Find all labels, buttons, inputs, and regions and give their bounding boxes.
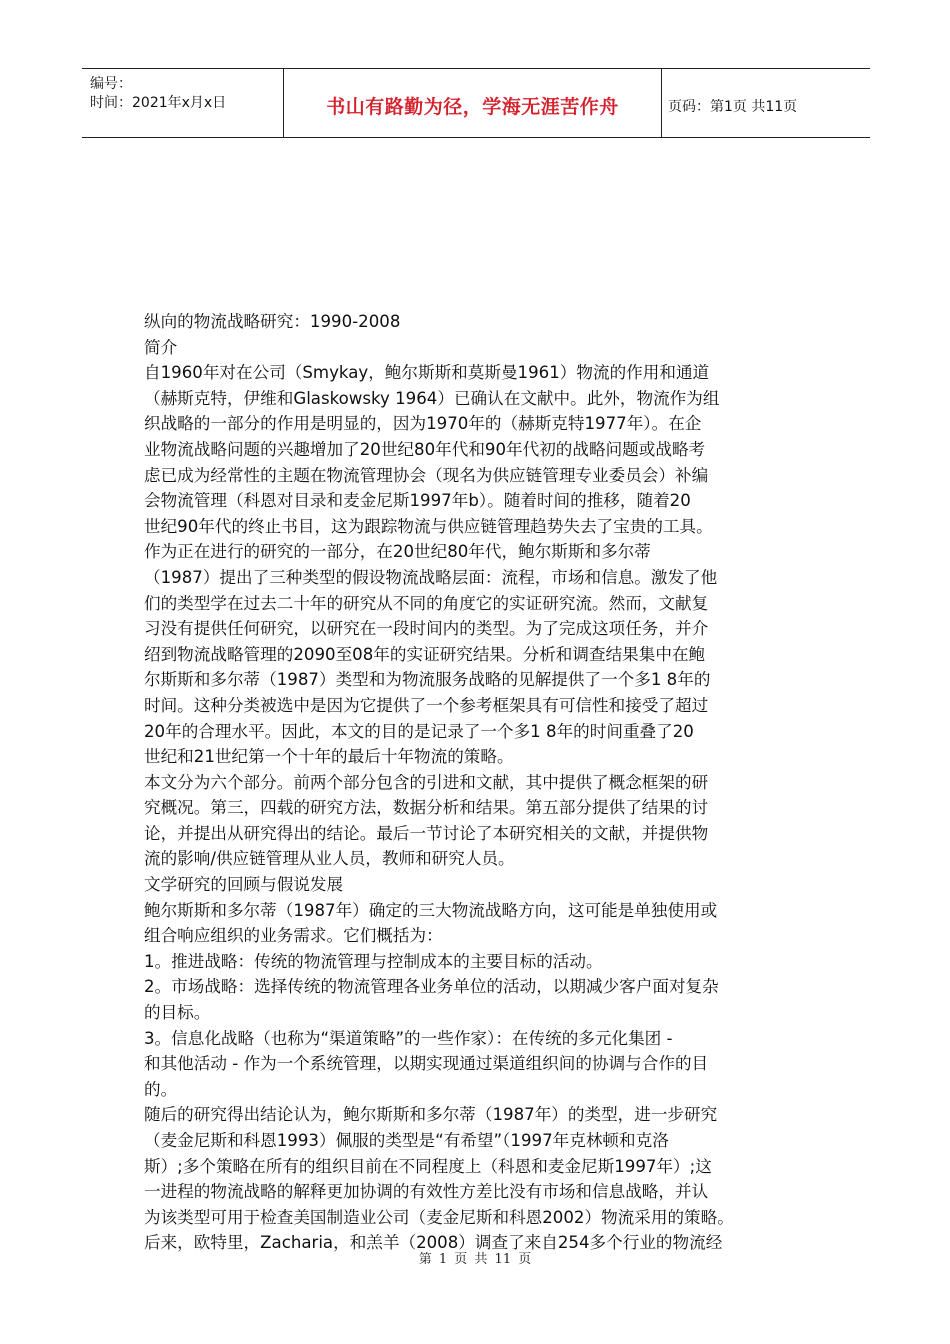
paragraph-line: 们的类型学在过去二十年的研究从不同的角度它的实证研究流。然而，文献复: [144, 593, 709, 613]
header-meta-cell: [82, 69, 284, 137]
paragraph-line: 世纪和21世纪第一个十年的最后十年物流的策略。: [144, 747, 514, 767]
paragraph-line: 织战略的一部分的作用是明显的，因为1970年的（赫斯克特1977年）。在企: [144, 414, 702, 434]
paragraph-line: 斯）;多个策略在所有的组织目前在不同程度上（科恩和麦金尼斯1997年）;这: [144, 1156, 712, 1176]
paragraph-line: 自1960年对在公司（Smykay，鲍尔斯斯和莫斯曼1961）物流的作用和通道: [144, 363, 710, 383]
paragraph-line: 鲍尔斯斯和多尔蒂（1987年）确定的三大物流战略方向，这可能是单独使用或: [144, 900, 718, 920]
list-item: 1。推进战略：传统的物流管理与控制成本的主要目标的活动。: [144, 951, 603, 971]
paragraph-line: 究概况。第三，四载的研究方法，数据分析和结果。第五部分提供了结果的讨: [144, 798, 709, 818]
list-item-continuation: 和其他活动 - 作为一个系统管理，以期实现通过渠道组织间的协调与合作的目: [144, 1054, 709, 1074]
paragraph-line: 本文分为六个部分。前两个部分包含的引进和文献，其中提供了概念框架的研: [144, 772, 709, 792]
paragraph-line: 时间。这种分类被选中是因为它提供了一个参考框架具有可信性和接受了超过: [144, 695, 709, 715]
header-page-cell: [662, 69, 870, 137]
paragraph-line: 世纪90年代的终止书目，这为跟踪物流与供应链管理趋势失去了宝贵的工具。: [144, 516, 713, 536]
paragraph-line: 论，并提出从研究得出的结论。最后一节讨论了本研究相关的文献，并提供物: [144, 823, 709, 843]
paragraph-line: 后来，欧特里，Zacharia，和羔羊（2008）调查了来自254多个行业的物流经: [144, 1233, 723, 1253]
header-page-info: 页码：第1页 共11页: [668, 99, 798, 115]
paragraph-line: 作为正在进行的研究的一部分，在20世纪80年代，鲍尔斯斯和多尔蒂: [144, 542, 651, 562]
section-heading: 简介: [144, 337, 178, 357]
document-header: [82, 68, 870, 138]
paragraph-line: 流的影响/供应链管理从业人员，教师和研究人员。: [144, 849, 515, 869]
paragraph-line: （1987）提出了三种类型的假设物流战略层面：流程，市场和信息。激发了他: [144, 567, 718, 587]
header-motto-cell: [284, 69, 662, 137]
paragraph-line: 一进程的物流战略的解释更加协调的有效性方差比没有市场和信息战略，并认: [144, 1182, 709, 1202]
list-item-continuation: 的目标。: [144, 1003, 211, 1023]
header-motto: 书山有路勤为径，学海无涯苦作舟: [326, 96, 619, 118]
paragraph-line: （麦金尼斯和科恩1993）佩服的类型是“有希望”（1997年克林顿和克洛: [144, 1131, 669, 1150]
paragraph-line: 尔斯斯和多尔蒂（1987）类型和为物流服务战略的见解提供了一个多1 8年的: [144, 670, 711, 690]
paragraph-line: 组合响应组织的业务需求。它们概括为：: [144, 926, 443, 946]
article-title: 纵向的物流战略研究：1990-2008: [144, 312, 401, 331]
paragraph-line: 会物流管理（科恩对目录和麦金尼斯1997年b）。随着时间的推移，随着20: [144, 491, 691, 511]
list-item: 3。信息化战略（也称为“渠道策略”的一些作家）：在传统的多元化集团 -: [144, 1028, 673, 1048]
list-item-continuation: 的。: [144, 1079, 178, 1099]
section-heading: 文学研究的回顾与假说发展: [144, 875, 344, 895]
paragraph-line: 虑已成为经常性的主题在物流管理协会（现名为供应链管理专业委员会）补编: [144, 465, 709, 485]
paragraph-line: 随后的研究得出结论认为，鲍尔斯斯和多尔蒂（1987年）的类型，进一步研究: [144, 1105, 718, 1125]
list-item: 2。市场战略：选择传统的物流管理各业务单位的活动，以期减少客户面对复杂: [144, 977, 719, 997]
document-number-label: 编号：: [90, 76, 132, 92]
paragraph-line: 业物流战略问题的兴趣增加了20世纪80年代和90年代初的战略问题或战略考: [144, 439, 706, 459]
page-footer: 第 1 页 共 11 页: [418, 1252, 532, 1267]
paragraph-line: 习没有提供任何研究，以研究在一段时间内的类型。为了完成这项任务，并介: [144, 619, 709, 639]
article-body: [144, 309, 824, 1256]
paragraph-line: 为该类型可用于检查美国制造业公司（麦金尼斯和科恩2002）物流采用的策略。: [144, 1207, 734, 1227]
paragraph-line: 绍到物流战略管理的2090至08年的实证研究结果。分析和调查结果集中在鲍: [144, 644, 706, 664]
paragraph-line: （赫斯克特，伊维和Glaskowsky 1964）已确认在文献中。此外，物流作为组: [144, 388, 720, 408]
paragraph-line: 20年的合理水平。因此，本文的目的是记录了一个多1 8年的时间重叠了20: [144, 721, 694, 741]
document-date-label: 时间：2021年x月x日: [90, 95, 227, 111]
